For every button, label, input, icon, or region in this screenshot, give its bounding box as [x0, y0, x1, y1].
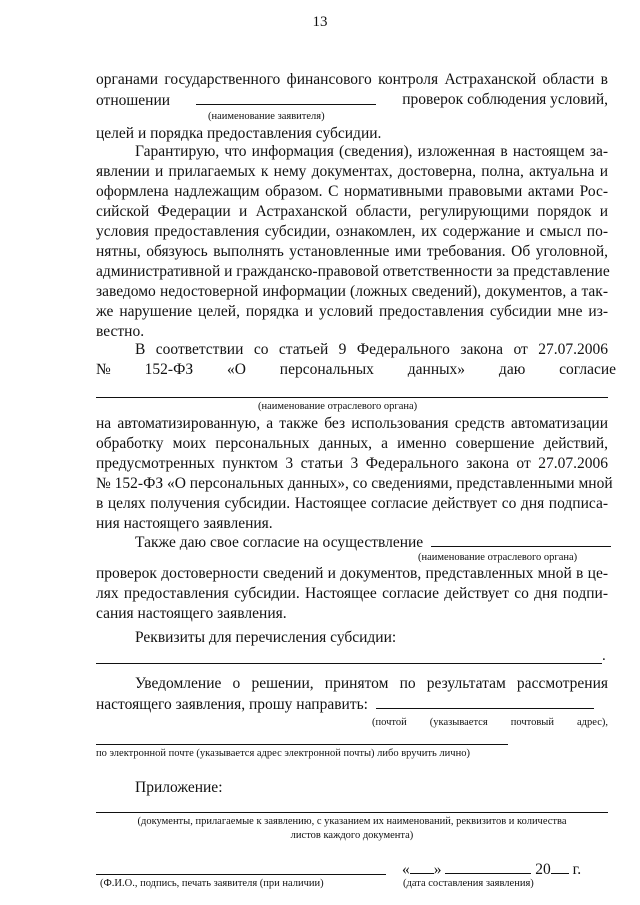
delivery-method-blank: [376, 694, 594, 709]
date-note: (дата составления заявления): [403, 878, 534, 889]
attachments-blank: [96, 812, 608, 813]
text-line: административной и гражданско-правовой ответственности за представление: [96, 263, 610, 280]
address-blank: [96, 744, 508, 745]
text-line: в целях получения субсидии. Настоящее согласие действует со дня подписа-: [96, 495, 608, 512]
applicant-name-blank: [196, 90, 376, 105]
text-line: на автоматизированную, а также без использования средств автоматизации: [96, 415, 608, 432]
postal-note: (почтой (указывается почтовый адрес),: [372, 717, 608, 728]
text-line: явлении и прилагаемых к нему документах, достоверна, полна, актуальна и: [96, 163, 608, 180]
sector-body-blank: [431, 532, 611, 547]
text-line: № 152-ФЗ «О персональных данных», со сведениями, представленными мной: [96, 475, 613, 492]
date-line: « » 20 г.: [402, 861, 582, 878]
text-line: предусмотренных пунктом 3 статьи 3 Федерального закона от 27.07.2006: [96, 455, 608, 472]
text-line: В соответствии со статьей 9 Федерального закона от 27.07.2006: [135, 341, 608, 358]
sector-body-note: (наименование отраслевого органа): [418, 552, 578, 563]
text-line: Приложение:: [135, 779, 223, 796]
text-line: Гарантирую, что информация (сведения), изложенная в настоящем за-: [135, 143, 608, 160]
text-line: целей и порядка предоставления субсидии.: [96, 125, 382, 142]
text-line: же нарушение целей, порядка и условий предоставления субсидии мне из-: [96, 303, 608, 320]
signature-note: (Ф.И.О., подпись, печать заявителя (при наличии): [100, 878, 324, 889]
text-line: условия предоставления субсидии, ознакомлен, их содержание и смысл по-: [96, 223, 608, 240]
applicant-name-note: (наименование заявителя): [208, 111, 325, 122]
text-line: Уведомление о решении, принятом по результатам рассмотрения: [135, 675, 608, 692]
sector-body-note: (наименование отраслевого органа): [258, 401, 418, 412]
attachments-note: (документы, прилагаемые к заявлению, с указанием их наименований, реквизитов и количества: [137, 816, 567, 827]
text-line: сания настоящего заявления.: [96, 605, 287, 622]
text-line: лях предоставления субсидии. Настоящее согласие действует со дня подпи-: [96, 585, 608, 602]
text-line: нятны, обязуюсь выполнять установленные ими требования. Об уголовной,: [96, 243, 608, 260]
document-page: 13 органами государственного финансового контроля Астраханской области в отношении проверок соблюдения условий, (наименование заявителя) целей и порядка предоставления субсидии. Гарантирую, что информация (сведения), изложенная в настоящем за- явлении и прилагаемых к нему документах, достоверна, полна, актуальна и оформлена надлежащим образом. С нормативными правовыми актами Рос- сийской Федерации и Астраханской области, регулирующими порядок и условия предоставления субсидии, ознакомлен, их содержание и смысл по- нятны, обязуюсь выполнять установленные ими требования. Об уголовной, административной и гражданско-правовой ответственности за представление заведомо недостоверной информации (ложных сведений), документов, а так- же нарушение целей, порядка и условий предоставления субсидии мне из- вестно. В соответствии со статьей 9 Федерального закона от 27.07.2006 № 152-ФЗ «О персональных данных» даю согласие (наименование отраслевого органа) на автоматизированную, а также без использования средств автоматизации обработку моих персональных данных, а именно совершение действий, предусмотренных пунктом 3 статьи 3 Федерального закона от 27.07.2006 № 152-ФЗ «О персональных данных», со сведениями, представленными мной в целях получения субсидии. Настоящее согласие действует со дня подписа- ния настоящего заявления. Также даю свое согласие на осуществление (наименование отраслевого органа) проверок достоверности сведений и документов, представленных мной в це- лях предоставления субсидии. Настоящее согласие действует со дня подпи- сания настоящего заявления. Реквизиты для перечисления субсидии: . Уведомление о решении, принятом по результатам рассмотрения настоящего заявления, прошу направить: (почтой (указывается почтовый адрес), по электронной почте (указывается адрес электронной почты) либо вручить лично) Приложение: (документы, прилагаемые к заявлению, с указанием их наименований, реквизитов и количества листов каждого документа) (Ф.И.О., подпись, печать заявителя (при наличии) « » 20 г. (дата составления заявления): [0, 0, 640, 905]
page-number: 13: [312, 14, 328, 30]
day-blank: [410, 859, 434, 874]
text-line: обработку моих персональных данных, а именно совершение действий,: [96, 435, 608, 452]
year-blank: [551, 859, 569, 874]
bank-details-blank: [96, 663, 602, 664]
month-blank: [445, 859, 531, 874]
signature-blank: [96, 874, 386, 875]
text-line: сийской Федерации и Астраханской области, регулирующими порядок и: [96, 203, 608, 220]
text-line: оформлена надлежащим образом. С нормативными правовыми актами Рос-: [96, 183, 608, 200]
text-line: № 152-ФЗ «О персональных данных» даю согласие: [96, 361, 617, 378]
text-line: Реквизиты для перечисления субсидии:: [135, 629, 397, 646]
attachments-note: листов каждого документа): [290, 830, 414, 841]
email-note: по электронной почте (указывается адрес электронной почты) либо вручить лично): [96, 748, 470, 759]
text-line: органами государственного финансового контроля Астраханской области в: [96, 71, 608, 88]
text-line: Также даю свое согласие на осуществление: [135, 532, 608, 553]
text-line: проверок достоверности сведений и документов, представленных мной в це-: [96, 565, 608, 582]
text-line: отношении проверок соблюдения условий,: [96, 91, 608, 109]
text-line: заведомо недостоверной информации (ложных сведений), документов, а так-: [96, 283, 608, 300]
text-line: вестно.: [96, 323, 145, 340]
text-line: ния настоящего заявления.: [96, 515, 273, 532]
text-line: настоящего заявления, прошу направить:: [96, 694, 608, 715]
sector-body-blank: [96, 397, 608, 398]
